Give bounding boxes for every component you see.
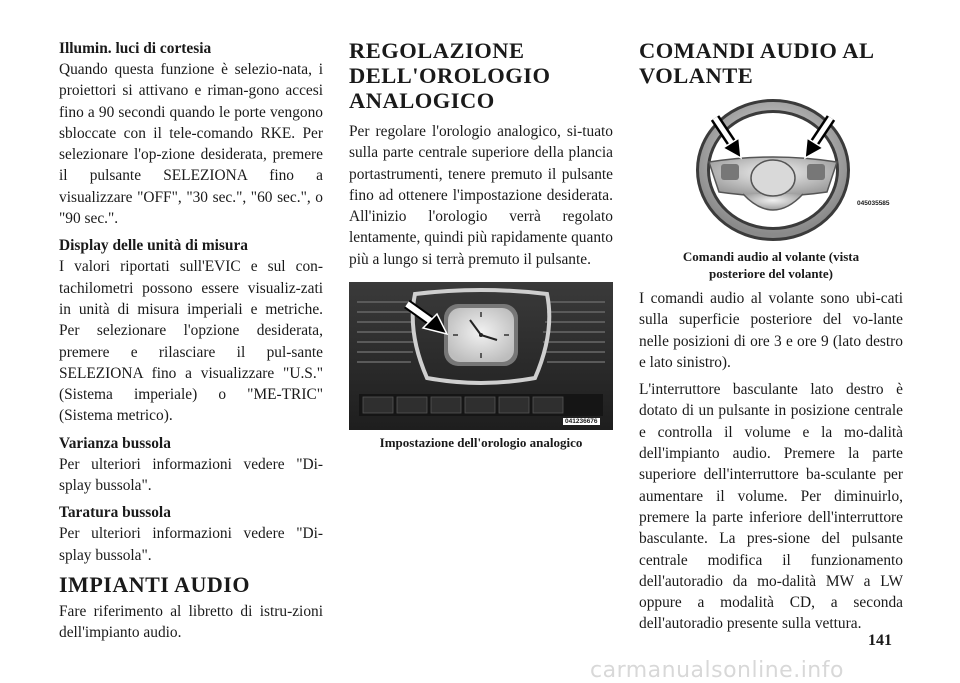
paragraph-units-display: I valori riportati sull'EVIC e sul con-tachilometri possono essere visualiz-zati in unità di misura imperiali e metriche. Per selezionare l'opzione desiderata, premere e rilasciare il pul-sante SELEZIONA fino a visualizzare "U.S." (Sistema imperiale) o "ME-TRIC" (Sistema metrico). xyxy=(59,258,323,425)
heading-analog-clock: REGOLAZIONE DELL'OROLOGIO ANALOGICO xyxy=(349,38,551,113)
paragraph-compass-calibration: Per ulteriori informazioni vedere "Di-splay bussola". xyxy=(59,525,323,564)
heading-steering-wheel-audio: COMANDI AUDIO AL VOLANTE xyxy=(639,38,875,88)
paragraph-courtesy-lights: Quando questa funzione è selezio-nata, i proiettori si attivano e riman-gono accesi fino a 90 secondi quando le porte vengono sbloccate con il tele-comando RKE. Per selezionare l'op-zione desiderata, premere il pulsante SELEZIONA fino a visualizzare "OFF", "30 sec.", "60 sec.", o "90 sec.". xyxy=(59,61,323,228)
paragraph-rocker-switch: L'interruttore basculante lato destro è dotato di un pulsante in posizione centrale e controlla il volume e la mo-dalità dell'impianto audio. Premere la parte superiore dell'interruttore ba-sculante per aumentare il volume. Per diminuirlo, premere la parte inferiore dell'interruttore basculante. La pres-sione del pulsante centrale modifica il funzionamento dell'autoradio da mo-dalità MW a LW oppure a modalità CD, a seconda dell'autoradio presente sulla vettura. xyxy=(639,381,903,633)
paragraph-analog-clock: Per regolare l'orologio analogico, si-tuato sulla parte centrale superiore della plancia portastrumenti, tenere premuto il pulsante fino ad ottenere l'impostazione desiderata. All'inizio l'orologio verrà regolato lentamente, quindi più rapidamente quanto più a lungo si terrà premuto il pulsante. xyxy=(349,123,613,268)
figure-steering-wheel xyxy=(639,96,903,244)
subheading-compass-variance: Varianza bussola xyxy=(59,434,171,452)
subheading-units-display: Display delle unità di misura xyxy=(59,237,248,255)
watermark: carmanualsonline.info xyxy=(590,658,844,683)
heading-audio-systems: IMPIANTI AUDIO xyxy=(59,571,250,597)
paragraph-steering-wheel-location: I comandi audio al volante sono ubi-cati sulla superficie posteriore del vo-lante nelle posizioni di ore 3 e ore 9 (lato destro e lato sinistro). xyxy=(639,290,903,371)
steering-wheel-image xyxy=(639,96,903,244)
column-middle xyxy=(349,38,613,457)
caption-steering-wheel: Comandi audio al volante (vista posteriore del volante) xyxy=(682,249,860,281)
paragraph-compass-variance: Per ulteriori informazioni vedere "Di-splay bussola". xyxy=(59,455,323,495)
column-left xyxy=(59,38,323,644)
figure-code: 045035585 xyxy=(857,200,890,207)
page-number: 141 xyxy=(868,632,892,649)
subheading-compass-calibration: Taratura bussola xyxy=(59,504,171,522)
analog-clock-image xyxy=(349,282,613,430)
caption-analog-clock: Impostazione dell'orologio analogico xyxy=(379,435,583,451)
column-right xyxy=(639,38,903,635)
figure-analog-clock xyxy=(349,282,613,430)
subheading-courtesy-lights: Illumin. luci di cortesia xyxy=(59,40,212,57)
figure-code: 041236676 xyxy=(565,418,598,426)
paragraph-audio-systems: Fare riferimento al libretto di istru-zioni dell'impianto audio. xyxy=(59,602,323,642)
